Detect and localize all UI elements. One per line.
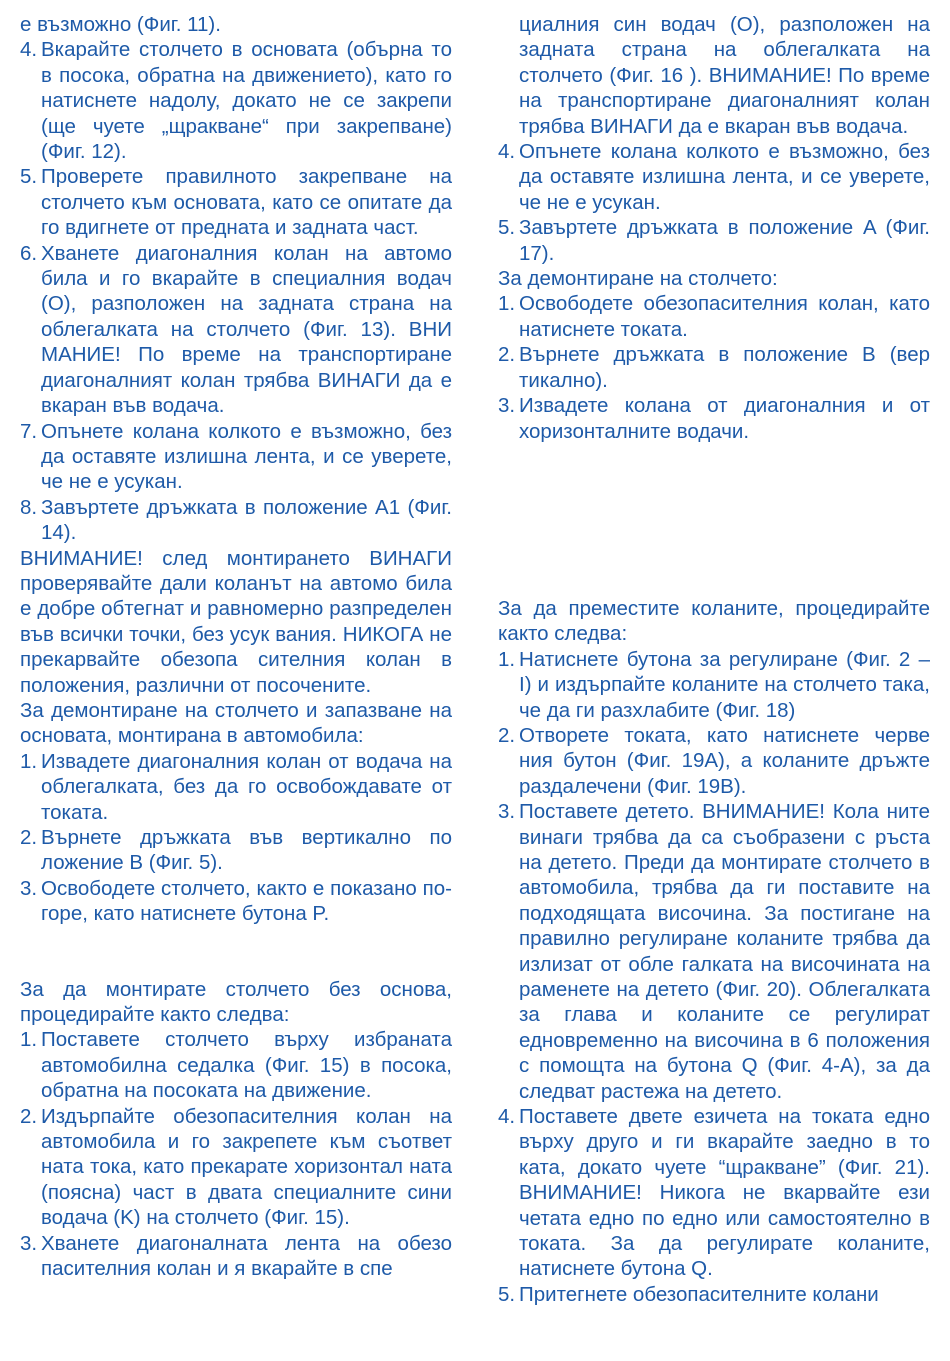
item-number: 3. — [498, 394, 516, 418]
list-item — [498, 393, 930, 444]
item-text: циалния син водач (O), разположен на задната страна на облегалката на столчето (Фиг. 16 ). ВНИМАНИЕ! По време на транспортиране диагоналният колан трябва ВИНАГИ да е вкаран във водача. — [519, 13, 930, 138]
list-item — [20, 164, 452, 240]
item-number: 4. — [20, 38, 38, 62]
list-item — [20, 1231, 452, 1282]
list-item — [498, 342, 930, 393]
list-item — [498, 1282, 930, 1307]
nobase-steps-list — [20, 1027, 452, 1281]
list-item — [20, 876, 452, 927]
item-number: 5. — [498, 1282, 516, 1306]
item-text: Опънете колана колкото е възможно, без да оставяте излишна лента, и се уверете, че не е усукан. — [41, 419, 452, 494]
list-item — [498, 647, 930, 723]
item-text: Притегнете обезопасителните колани — [519, 1282, 879, 1306]
item-number: 2. — [498, 343, 516, 367]
item-text: Поставете столчето върху избраната автомобилна седалка (Фиг. 15) в посока, обратна на посоката на движение. — [41, 1028, 452, 1103]
item-text: Върнете дръжката в положение B (вер тикално). — [519, 343, 930, 392]
item-number-placeholder — [498, 12, 519, 139]
item-number: 3. — [498, 800, 516, 824]
spacer — [498, 444, 930, 596]
remove-steps-list — [498, 291, 930, 443]
item-text: Отворете токата, като натиснете черве ния бутон (Фиг. 19A), а коланите дръжте раздалечени (Фиг. 19B). — [519, 723, 930, 798]
item-number: 4. — [498, 1105, 516, 1129]
continued-text: е възможно (Фиг. 11). — [20, 13, 221, 36]
item-number: 1. — [20, 749, 38, 773]
list-item — [20, 825, 452, 876]
item-number: 7. — [20, 419, 38, 443]
belt-steps-list — [498, 647, 930, 1308]
item-number: 3. — [20, 1231, 38, 1255]
left-column — [20, 12, 452, 1282]
section-heading: За да монтирате столчето без основа, процедирайте както следва: — [20, 977, 452, 1027]
item-text: Върнете дръжката във вертикално по ложение B (Фиг. 5). — [41, 826, 452, 875]
list-item — [20, 37, 452, 164]
item-text: Извадете колана от диагоналния и от хоризонталните водачи. — [519, 394, 930, 443]
list-item — [498, 799, 930, 1104]
item-number: 3. — [20, 876, 38, 900]
list-item — [498, 139, 930, 215]
right-column — [498, 12, 930, 1307]
item-number: 4. — [498, 140, 516, 164]
item-number: 5. — [20, 165, 38, 189]
item-text: Опънете колана колкото е възможно, без да оставяте излишна лента, и се уверете, че не е усукан. — [519, 140, 930, 214]
item-number: 2. — [20, 826, 38, 849]
list-item — [20, 241, 452, 419]
item-text: Натиснете бутона за регулиране (Фиг. 2 – I) и издърпайте коланите на столчето така, че да ги разхлабите (Фиг. 18) — [519, 647, 930, 722]
item-text: Поставете детето. ВНИМАНИЕ! Кола ните винаги трябва да са съобразени с ръста на детето. Преди да монтирате столчето в автомобила, трябва да ги поставите на подходящата височина. За постигане на правилно регулиране коланите трябва да излизат от обле галката на височината на раменете на детето (Фиг. 20). Облегалката за глава и коланите се регулират едновременно на височина в 6 положения с помощта на бутона Q (Фиг. 4-A), за да следват растежа на детето. — [519, 800, 930, 1103]
list-item — [20, 749, 452, 825]
item-number: 6. — [20, 241, 38, 265]
item-number: 1. — [498, 647, 516, 671]
list-item — [498, 215, 930, 266]
item-text: Извадете диагоналния колан от водача на облегалката, без да го освобождавате от токата. — [41, 749, 452, 824]
section-heading: За демонтиране на столчето и запазване на основата, монтирана в автомобила: — [20, 698, 452, 748]
nobase-steps-list-cont — [498, 139, 930, 266]
remove-steps-list — [20, 749, 452, 927]
spacer — [20, 927, 452, 977]
item-number: 1. — [498, 292, 516, 316]
continued-item — [498, 12, 930, 139]
section-heading: За да преместите коланите, процедирайте както следва: — [498, 596, 930, 646]
item-number: 2. — [20, 1104, 38, 1128]
list-item — [498, 291, 930, 342]
item-number: 5. — [498, 216, 516, 240]
item-text: Хванете диагоналната лента на обезо пасителния колан и я вкарайте в спе — [41, 1231, 452, 1281]
item-text: Вкарайте столчето в основата (обърна то в посока, обратна на движението), като го натиснете надолу, докато не се закрепи (ще чуете „щракване“ при закрепване) (Фиг. 12). — [41, 38, 452, 164]
item-text: Завъртете дръжката в положение A (Фиг. 17). — [519, 216, 930, 265]
list-item — [20, 1104, 452, 1231]
item-text: Освободете столчето, както е показано по-горе, като натиснете бутона P. — [41, 876, 452, 926]
item-text: Освободете обезопасителния колан, като натиснете токата. — [519, 292, 930, 341]
item-text: Хванете диагоналния колан на автомо била и го вкарайте в специалния водач (O), разположен на задната страна на облегалката на столчето (Фиг. 13). ВНИ МАНИЕ! По време на транспортиране диагоналният колан трябва ВИНАГИ да е вкаран във водача. — [41, 241, 452, 418]
item-number: 1. — [20, 1028, 38, 1052]
section-heading: За демонтиране на столчето: — [498, 267, 778, 291]
item-text: Издърпайте обезопасителния колан на автомобила и го закрепете към съответ ната тока, като прекарате хоризонтал ната (поясна) част в двата специалните сини водача (K) на столчето (Фиг. 15). — [41, 1104, 452, 1230]
list-item — [498, 723, 930, 799]
item-text: Завъртете дръжката в положение A1 (Фиг. 14). — [41, 495, 452, 545]
warning-paragraph: ВНИМАНИЕ! след монтирането ВИНАГИ проверявайте дали коланът на автомо била е добре обтегнат и равномерно разпределен във всички точки, без усук вания. НИКОГА не прекарвайте обезопа сителния колан в положения, различни от посочените. — [20, 546, 452, 697]
list-item — [20, 419, 452, 495]
list-item — [20, 495, 452, 546]
list-item — [20, 1027, 452, 1103]
list-item — [498, 1104, 930, 1282]
mount-steps-list — [20, 37, 452, 545]
item-number: 2. — [498, 723, 516, 747]
item-text: Поставете двете езичета на токата едно върху друго и ги вкарайте заедно в то ката, докато чуете “щракване” (Фиг. 21). ВНИМАНИЕ! Никога не вкарвайте ези четата едно по едно или самостоятелно в токата. За да регулирате коланите, натиснете бутона Q. — [519, 1105, 930, 1281]
item-number: 8. — [20, 495, 38, 519]
item-text: Проверете правилното закрепване на столчето към основата, като се опитате да го вдигнете от предната и задната част. — [41, 165, 452, 240]
